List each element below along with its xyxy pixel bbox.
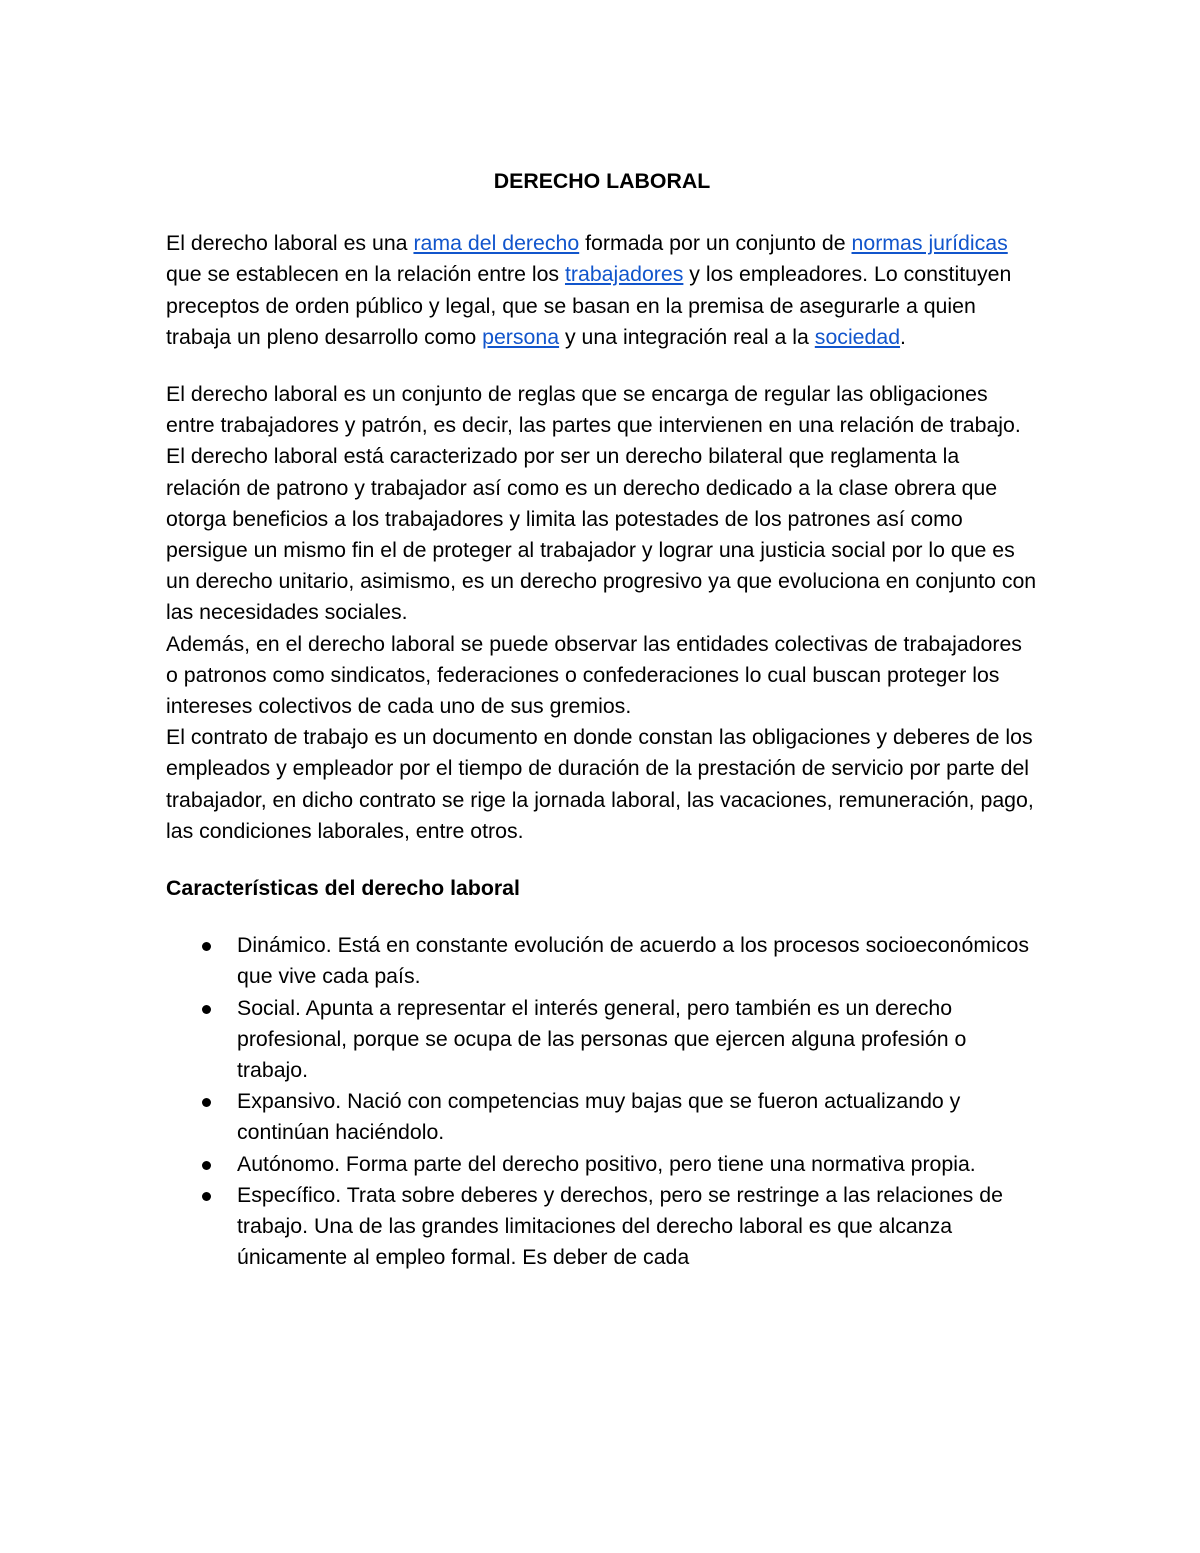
list-item — [166, 1149, 1038, 1180]
link-trabajadores[interactable]: trabajadores — [564, 262, 684, 287]
paragraph-bilateral: El derecho laboral está caracterizado por ser un derecho bilateral que reglamenta la relación de patrono y trabajador así como es un derecho dedicado a la clase obrera que otorga beneficios a los trabajadores y limita las potestades de los patrones así como persigue un mismo fin el de proteger al trabajador y lograr una justicia social por lo que es un derecho unitario, asimismo, es un derecho progresivo ya que evoluciona en conjunto con las necesidades sociales. — [166, 444, 1037, 625]
intro-text-2: formada por un conjunto de — [579, 231, 852, 256]
paragraph-entidades-colectivas: Además, en el derecho laboral se puede observar las entidades colectivas de trabajadores o patronos como sindicatos, federaciones o confederaciones lo cual buscan proteger los intereses colectivos de cada uno de sus gremios. — [166, 631, 1022, 719]
link-persona[interactable]: persona — [482, 324, 560, 349]
list-item — [166, 1180, 1038, 1274]
intro-text-4: y los empleadores. Lo constituyen preceptos de orden público y legal, que se basan en la premisa de asegurarle a quien trabaja un pleno desarrollo como — [166, 262, 1012, 349]
list-item-text: Social. Apunta a representar el interés general, pero también es un derecho profesional, porque se ocupa de las personas que ejercen alguna profesión o trabajo. — [237, 995, 967, 1083]
document-page — [166, 166, 1038, 1274]
bullet-icon — [202, 942, 211, 951]
link-rama-del-derecho[interactable]: rama del derecho — [413, 231, 580, 256]
paragraph-contrato: El contrato de trabajo es un documento en donde constan las obligaciones y deberes de los empleados y empleador por el tiempo de duración de la prestación de servicio por parte del trabajador, en dicho contrato se rige la jornada laboral, las vacaciones, remuneración, pago, las condiciones laborales, entre otros. — [166, 725, 1034, 843]
intro-text-6: . — [900, 324, 906, 349]
document-title: DERECHO LABORAL — [493, 169, 711, 193]
link-sociedad[interactable]: sociedad — [814, 324, 901, 349]
list-item — [166, 993, 1038, 1087]
section-heading: Características del derecho laboral — [166, 876, 520, 901]
paragraph-gap — [166, 353, 1038, 379]
bullet-icon — [202, 1192, 211, 1201]
list-item — [166, 1086, 1038, 1148]
list-item-text: Autónomo. Forma parte del derecho positivo, pero tiene una normativa propia. — [237, 1151, 976, 1176]
intro-text-5: y una integración real a la — [559, 324, 815, 349]
link-normas-juridicas[interactable]: normas jurídicas — [851, 231, 1008, 256]
paragraph-reglas: El derecho laboral es un conjunto de reglas que se encarga de regular las obligaciones entre trabajadores y patrón, es decir, las partes que intervienen en una relación de trabajo. — [166, 382, 1021, 438]
list-item-text: Expansivo. Nació con competencias muy bajas que se fueron actualizando y continúan haciéndolo. — [237, 1089, 961, 1145]
intro-paragraph — [166, 228, 1038, 353]
list-item-text: Dinámico. Está en constante evolución de acuerdo a los procesos socioeconómicos que vive cada país. — [237, 933, 1029, 989]
bullet-icon — [202, 1005, 211, 1014]
characteristics-list — [166, 930, 1038, 1273]
list-item — [166, 930, 1038, 992]
intro-text-3: que se establecen en la relación entre los — [166, 262, 565, 287]
bullet-icon — [202, 1161, 211, 1170]
bullet-icon — [202, 1098, 211, 1107]
list-item-text: Específico. Trata sobre deberes y derechos, pero se restringe a las relaciones de trabajo. Una de las grandes limitaciones del derecho laboral es que alcanza únicamente al empleo formal. Es deber de cada — [237, 1182, 1003, 1270]
intro-text-1: El derecho laboral es una — [166, 231, 414, 256]
